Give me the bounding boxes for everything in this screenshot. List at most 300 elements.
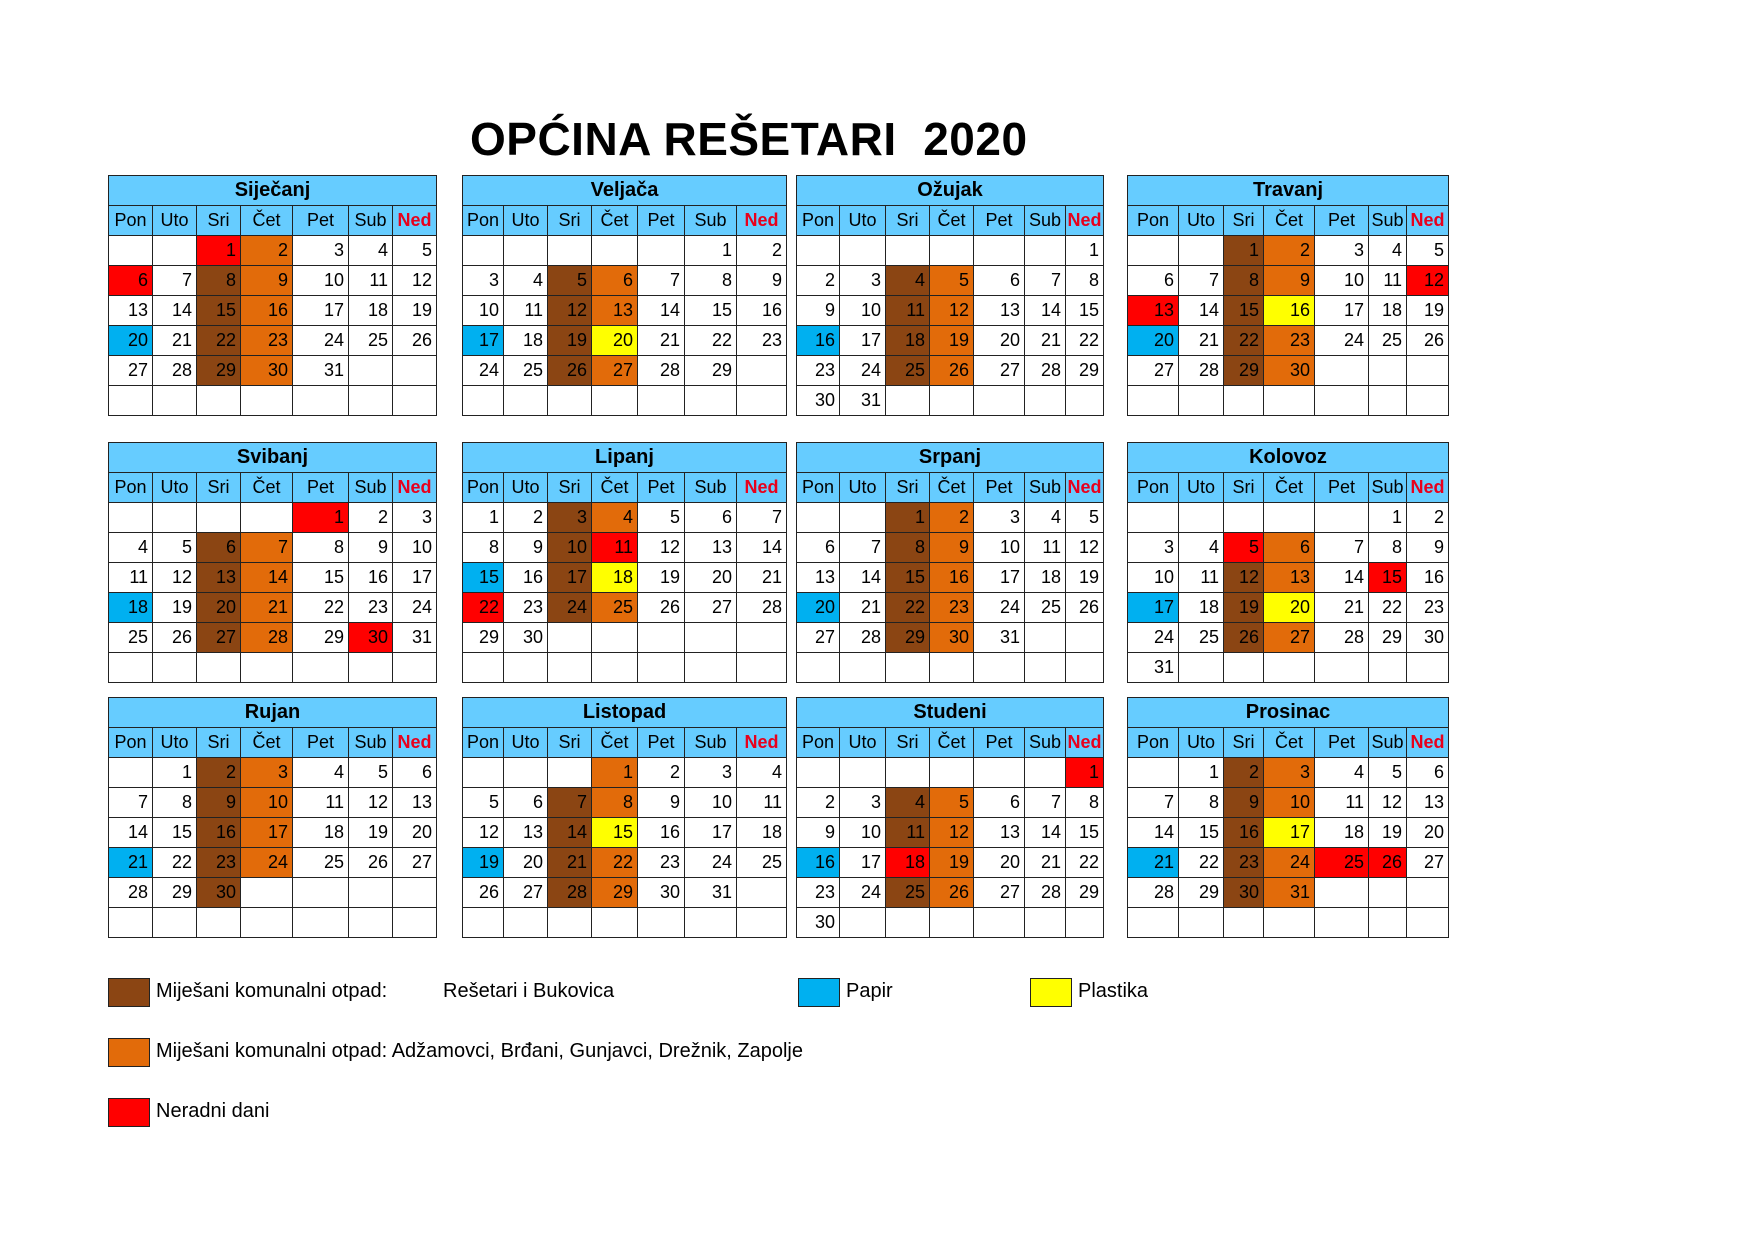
day-cell: 30	[1407, 623, 1449, 653]
empty-cell	[797, 653, 840, 683]
day-cell: 30	[1264, 356, 1315, 386]
empty-cell	[153, 653, 197, 683]
day-cell: 27	[393, 848, 437, 878]
day-cell: 13	[797, 563, 840, 593]
day-cell: 12	[349, 788, 393, 818]
empty-cell	[1224, 653, 1264, 683]
weekday-header: Uto	[504, 728, 548, 758]
weekday-header: Čet	[1264, 473, 1315, 503]
day-cell: 4	[109, 533, 153, 563]
day-cell: 29	[293, 623, 349, 653]
month-name: Lipanj	[463, 443, 787, 473]
empty-cell	[974, 386, 1025, 416]
empty-cell	[197, 908, 241, 938]
day-cell: 6	[1407, 758, 1449, 788]
day-cell: 17	[463, 326, 504, 356]
weekday-header: Sub	[685, 728, 737, 758]
empty-cell	[886, 653, 930, 683]
day-cell: 9	[737, 266, 787, 296]
day-cell: 15	[1066, 818, 1104, 848]
day-cell: 25	[109, 623, 153, 653]
weekday-header: Sri	[197, 728, 241, 758]
day-cell: 2	[930, 503, 974, 533]
day-cell: 18	[293, 818, 349, 848]
weekday-header: Čet	[241, 473, 293, 503]
day-cell: 23	[930, 593, 974, 623]
day-cell: 6	[974, 788, 1025, 818]
day-cell: 8	[685, 266, 737, 296]
weekday-header: Sri	[886, 206, 930, 236]
empty-cell	[1315, 653, 1369, 683]
empty-cell	[1025, 623, 1066, 653]
day-cell: 15	[1369, 563, 1407, 593]
weekday-header: Pet	[638, 473, 685, 503]
day-cell: 11	[737, 788, 787, 818]
day-cell: 9	[504, 533, 548, 563]
empty-cell	[393, 878, 437, 908]
weekday-header: Pon	[797, 206, 840, 236]
day-cell: 24	[1315, 326, 1369, 356]
day-cell: 10	[685, 788, 737, 818]
day-cell: 3	[1315, 236, 1369, 266]
day-cell: 2	[797, 266, 840, 296]
day-cell: 15	[1179, 818, 1224, 848]
day-cell: 30	[930, 623, 974, 653]
empty-cell	[886, 758, 930, 788]
empty-cell	[1025, 236, 1066, 266]
month-name: Svibanj	[109, 443, 437, 473]
day-cell: 31	[393, 623, 437, 653]
day-cell: 21	[1025, 326, 1066, 356]
day-cell: 6	[974, 266, 1025, 296]
day-cell: 7	[1128, 788, 1179, 818]
legend-label-mixed-resetari-area: Rešetari i Bukovica	[443, 980, 615, 1002]
day-cell: 11	[886, 296, 930, 326]
day-cell: 18	[592, 563, 638, 593]
empty-cell	[1224, 386, 1264, 416]
day-cell: 15	[1066, 296, 1104, 326]
empty-cell	[592, 908, 638, 938]
weekday-header: Ned	[737, 473, 787, 503]
day-cell: 23	[1224, 848, 1264, 878]
day-cell: 13	[504, 818, 548, 848]
day-cell: 13	[109, 296, 153, 326]
day-cell: 15	[592, 818, 638, 848]
empty-cell	[197, 503, 241, 533]
empty-cell	[109, 758, 153, 788]
empty-cell	[548, 236, 592, 266]
empty-cell	[293, 878, 349, 908]
day-cell: 5	[1224, 533, 1264, 563]
day-cell: 20	[797, 593, 840, 623]
empty-cell	[1315, 386, 1369, 416]
day-cell: 26	[548, 356, 592, 386]
day-cell: 1	[463, 503, 504, 533]
empty-cell	[1407, 386, 1449, 416]
day-cell: 24	[463, 356, 504, 386]
day-cell: 26	[930, 356, 974, 386]
legend-swatch-holiday	[108, 1098, 150, 1127]
weekday-header: Pon	[797, 728, 840, 758]
day-cell: 24	[1264, 848, 1315, 878]
day-cell: 12	[1407, 266, 1449, 296]
day-cell: 12	[930, 818, 974, 848]
weekday-header: Sub	[1369, 728, 1407, 758]
day-cell: 29	[463, 623, 504, 653]
day-cell: 23	[638, 848, 685, 878]
day-cell: 16	[504, 563, 548, 593]
day-cell: 19	[930, 848, 974, 878]
day-cell: 8	[1179, 788, 1224, 818]
day-cell: 27	[197, 623, 241, 653]
day-cell: 9	[797, 296, 840, 326]
weekday-header: Pet	[974, 473, 1025, 503]
day-cell: 15	[685, 296, 737, 326]
weekday-header: Čet	[592, 206, 638, 236]
day-cell: 31	[1264, 878, 1315, 908]
day-cell: 30	[504, 623, 548, 653]
legend-label-paper: Papir	[846, 980, 893, 1002]
month-table	[1127, 175, 1449, 416]
day-cell: 6	[797, 533, 840, 563]
day-cell: 9	[349, 533, 393, 563]
empty-cell	[241, 908, 293, 938]
day-cell: 5	[930, 266, 974, 296]
day-cell: 13	[974, 818, 1025, 848]
empty-cell	[592, 653, 638, 683]
weekday-header: Sub	[685, 473, 737, 503]
month-name: Studeni	[797, 698, 1104, 728]
empty-cell	[548, 758, 592, 788]
empty-cell	[153, 503, 197, 533]
empty-cell	[1264, 653, 1315, 683]
empty-cell	[840, 908, 886, 938]
day-cell: 11	[1315, 788, 1369, 818]
day-cell: 29	[685, 356, 737, 386]
day-cell: 2	[241, 236, 293, 266]
empty-cell	[349, 356, 393, 386]
weekday-header: Ned	[1407, 473, 1449, 503]
day-cell: 5	[393, 236, 437, 266]
day-cell: 13	[393, 788, 437, 818]
day-cell: 11	[886, 818, 930, 848]
day-cell: 4	[592, 503, 638, 533]
day-cell: 14	[241, 563, 293, 593]
day-cell: 25	[1369, 326, 1407, 356]
day-cell: 23	[241, 326, 293, 356]
weekday-header: Pet	[974, 728, 1025, 758]
day-cell: 3	[1128, 533, 1179, 563]
day-cell: 7	[1025, 266, 1066, 296]
day-cell: 27	[1264, 623, 1315, 653]
month-name: Kolovoz	[1128, 443, 1449, 473]
empty-cell	[685, 386, 737, 416]
empty-cell	[1179, 908, 1224, 938]
legend-swatch-mixed-resetari	[108, 978, 150, 1007]
empty-cell	[737, 653, 787, 683]
month-table	[796, 175, 1104, 416]
day-cell: 16	[1264, 296, 1315, 326]
empty-cell	[109, 386, 153, 416]
empty-cell	[840, 758, 886, 788]
day-cell: 29	[886, 623, 930, 653]
empty-cell	[241, 653, 293, 683]
day-cell: 6	[109, 266, 153, 296]
day-cell: 13	[974, 296, 1025, 326]
day-cell: 17	[974, 563, 1025, 593]
day-cell: 18	[886, 326, 930, 356]
empty-cell	[1369, 653, 1407, 683]
weekday-header: Uto	[1179, 728, 1224, 758]
month-table	[462, 442, 787, 683]
day-cell: 23	[797, 878, 840, 908]
day-cell: 1	[153, 758, 197, 788]
day-cell: 17	[241, 818, 293, 848]
day-cell: 13	[1128, 296, 1179, 326]
day-cell: 12	[1066, 533, 1104, 563]
day-cell: 10	[974, 533, 1025, 563]
day-cell: 2	[737, 236, 787, 266]
weekday-header: Čet	[930, 206, 974, 236]
day-cell: 16	[1224, 818, 1264, 848]
weekday-header: Pon	[463, 728, 504, 758]
weekday-header: Pon	[463, 206, 504, 236]
day-cell: 2	[638, 758, 685, 788]
day-cell: 22	[1066, 326, 1104, 356]
day-cell: 13	[592, 296, 638, 326]
weekday-header: Čet	[241, 206, 293, 236]
empty-cell	[153, 236, 197, 266]
day-cell: 25	[349, 326, 393, 356]
day-cell: 17	[840, 326, 886, 356]
day-cell: 8	[886, 533, 930, 563]
day-cell: 31	[685, 878, 737, 908]
day-cell: 20	[1407, 818, 1449, 848]
empty-cell	[1407, 356, 1449, 386]
empty-cell	[840, 236, 886, 266]
day-cell: 12	[638, 533, 685, 563]
day-cell: 22	[685, 326, 737, 356]
weekday-header: Uto	[1179, 206, 1224, 236]
day-cell: 7	[1315, 533, 1369, 563]
day-cell: 14	[153, 296, 197, 326]
weekday-header: Sub	[349, 473, 393, 503]
weekday-header: Uto	[840, 728, 886, 758]
weekday-header: Pon	[797, 473, 840, 503]
day-cell: 8	[1066, 788, 1104, 818]
day-cell: 1	[592, 758, 638, 788]
day-cell: 30	[349, 623, 393, 653]
day-cell: 17	[1128, 593, 1179, 623]
day-cell: 19	[548, 326, 592, 356]
day-cell: 21	[1025, 848, 1066, 878]
day-cell: 14	[1025, 296, 1066, 326]
day-cell: 25	[1179, 623, 1224, 653]
empty-cell	[463, 236, 504, 266]
empty-cell	[109, 503, 153, 533]
day-cell: 24	[393, 593, 437, 623]
day-cell: 10	[1315, 266, 1369, 296]
day-cell: 28	[241, 623, 293, 653]
day-cell: 30	[1224, 878, 1264, 908]
day-cell: 4	[1025, 503, 1066, 533]
day-cell: 21	[109, 848, 153, 878]
legend-label-mixed-others: Miješani komunalni otpad: Adžamovci, Brđani, Gunjavci, Drežnik, Zapolje	[156, 1040, 803, 1062]
day-cell: 14	[1025, 818, 1066, 848]
day-cell: 16	[930, 563, 974, 593]
empty-cell	[1407, 878, 1449, 908]
day-cell: 28	[638, 356, 685, 386]
day-cell: 1	[886, 503, 930, 533]
day-cell: 18	[1025, 563, 1066, 593]
day-cell: 1	[1066, 236, 1104, 266]
day-cell: 5	[1066, 503, 1104, 533]
day-cell: 18	[504, 326, 548, 356]
day-cell: 26	[349, 848, 393, 878]
day-cell: 8	[463, 533, 504, 563]
day-cell: 15	[1224, 296, 1264, 326]
day-cell: 4	[1315, 758, 1369, 788]
empty-cell	[638, 653, 685, 683]
day-cell: 22	[293, 593, 349, 623]
day-cell: 16	[737, 296, 787, 326]
day-cell: 17	[548, 563, 592, 593]
empty-cell	[638, 236, 685, 266]
day-cell: 2	[349, 503, 393, 533]
empty-cell	[974, 653, 1025, 683]
day-cell: 27	[685, 593, 737, 623]
day-cell: 16	[638, 818, 685, 848]
day-cell: 25	[1025, 593, 1066, 623]
day-cell: 20	[1128, 326, 1179, 356]
page-title: OPĆINA REŠETARI 2020	[470, 113, 1028, 165]
day-cell: 3	[293, 236, 349, 266]
day-cell: 14	[1315, 563, 1369, 593]
weekday-header: Sub	[1369, 206, 1407, 236]
empty-cell	[1315, 356, 1369, 386]
day-cell: 10	[241, 788, 293, 818]
empty-cell	[548, 908, 592, 938]
day-cell: 8	[1066, 266, 1104, 296]
day-cell: 3	[840, 788, 886, 818]
month-table	[1127, 697, 1449, 938]
month-name: Rujan	[109, 698, 437, 728]
day-cell: 24	[840, 878, 886, 908]
weekday-header: Sri	[1224, 728, 1264, 758]
day-cell: 20	[504, 848, 548, 878]
day-cell: 4	[737, 758, 787, 788]
day-cell: 4	[349, 236, 393, 266]
month-table	[108, 697, 437, 938]
day-cell: 10	[548, 533, 592, 563]
day-cell: 20	[974, 848, 1025, 878]
day-cell: 21	[737, 563, 787, 593]
weekday-header: Pon	[463, 473, 504, 503]
day-cell: 24	[1128, 623, 1179, 653]
weekday-header: Pon	[109, 473, 153, 503]
day-cell: 30	[797, 908, 840, 938]
day-cell: 24	[293, 326, 349, 356]
day-cell: 13	[1264, 563, 1315, 593]
weekday-header: Čet	[1264, 206, 1315, 236]
day-cell: 12	[1369, 788, 1407, 818]
empty-cell	[685, 623, 737, 653]
day-cell: 13	[197, 563, 241, 593]
day-cell: 22	[153, 848, 197, 878]
day-cell: 11	[293, 788, 349, 818]
weekday-header: Pon	[1128, 728, 1179, 758]
day-cell: 11	[504, 296, 548, 326]
empty-cell	[1407, 908, 1449, 938]
empty-cell	[974, 758, 1025, 788]
day-cell: 1	[1066, 758, 1104, 788]
day-cell: 28	[109, 878, 153, 908]
day-cell: 3	[463, 266, 504, 296]
empty-cell	[1264, 908, 1315, 938]
empty-cell	[463, 386, 504, 416]
day-cell: 2	[1224, 758, 1264, 788]
empty-cell	[737, 908, 787, 938]
day-cell: 28	[1128, 878, 1179, 908]
month-table	[108, 175, 437, 416]
legend-swatch-plastic	[1030, 978, 1072, 1007]
weekday-header: Uto	[1179, 473, 1224, 503]
day-cell: 30	[797, 386, 840, 416]
empty-cell	[737, 386, 787, 416]
day-cell: 7	[153, 266, 197, 296]
day-cell: 23	[349, 593, 393, 623]
day-cell: 24	[241, 848, 293, 878]
empty-cell	[349, 908, 393, 938]
day-cell: 26	[1066, 593, 1104, 623]
day-cell: 14	[737, 533, 787, 563]
day-cell: 31	[974, 623, 1025, 653]
day-cell: 12	[463, 818, 504, 848]
day-cell: 25	[886, 356, 930, 386]
day-cell: 6	[197, 533, 241, 563]
day-cell: 5	[153, 533, 197, 563]
weekday-header: Pet	[1315, 206, 1369, 236]
weekday-header: Sub	[349, 206, 393, 236]
day-cell: 26	[1224, 623, 1264, 653]
empty-cell	[1179, 236, 1224, 266]
weekday-header: Pon	[1128, 473, 1179, 503]
day-cell: 16	[797, 326, 840, 356]
empty-cell	[1128, 908, 1179, 938]
day-cell: 15	[293, 563, 349, 593]
empty-cell	[1179, 503, 1224, 533]
empty-cell	[1179, 386, 1224, 416]
weekday-header: Pet	[974, 206, 1025, 236]
weekday-header: Pet	[1315, 473, 1369, 503]
day-cell: 2	[797, 788, 840, 818]
weekday-header: Pon	[109, 728, 153, 758]
day-cell: 5	[1369, 758, 1407, 788]
month-table	[796, 442, 1104, 683]
day-cell: 11	[109, 563, 153, 593]
day-cell: 25	[1315, 848, 1369, 878]
weekday-header: Ned	[393, 473, 437, 503]
empty-cell	[349, 653, 393, 683]
month-table	[462, 697, 787, 938]
day-cell: 4	[1369, 236, 1407, 266]
day-cell: 26	[463, 878, 504, 908]
month-name: Travanj	[1128, 176, 1449, 206]
empty-cell	[1315, 908, 1369, 938]
weekday-header: Uto	[153, 728, 197, 758]
day-cell: 1	[685, 236, 737, 266]
day-cell: 14	[638, 296, 685, 326]
